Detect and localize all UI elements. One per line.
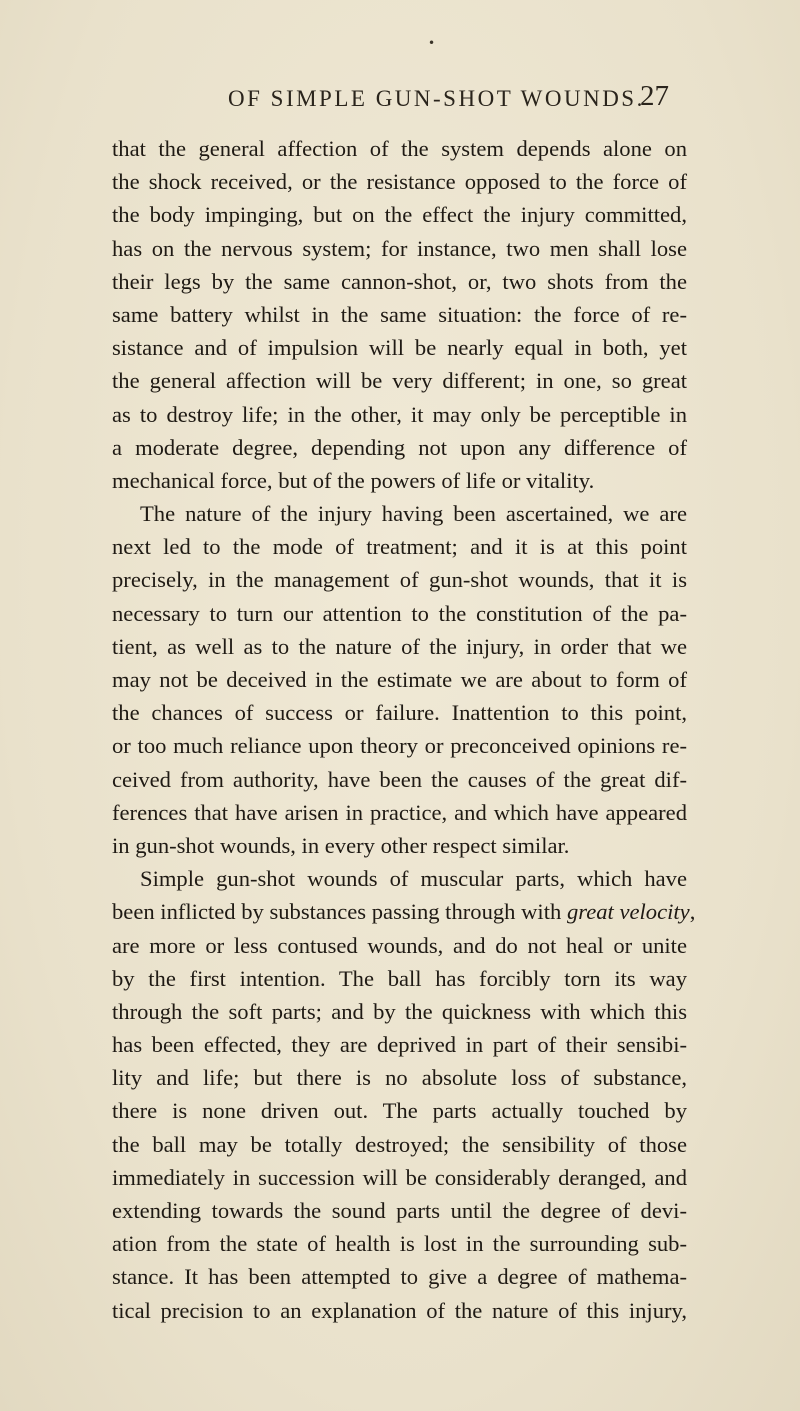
text-line: in gun-shot wounds, in every other respect similar. (112, 832, 570, 858)
text-line: their legs by the same cannon-shot, or, two shots from the (112, 268, 687, 294)
text-line: has on the nervous system; for instance, two men shall lose (112, 235, 687, 261)
text-segment: been inflicted by substances passing through with (112, 899, 567, 925)
text-line: same battery whilst in the same situation: the force of re- (112, 301, 687, 327)
text-line: next led to the mode of treatment; and it is at this point (112, 534, 687, 560)
text-line: stance. It has been attempted to give a degree of mathema- (112, 1264, 687, 1290)
text-line: ceived from authority, have been the causes of the great dif- (112, 766, 687, 792)
text-line: by the first intention. The ball has forcibly torn its way (112, 965, 687, 991)
text-line: Simple gun-shot wounds of muscular parts, which have (140, 866, 687, 892)
page-number: 27 (640, 80, 669, 112)
text-line: immediately in succession will be considerably deranged, and (112, 1164, 687, 1190)
text-line: through the soft parts; and by the quickness with which this (112, 998, 687, 1024)
text-line (112, 895, 696, 928)
text-line: or too much reliance upon theory or preconceived opinions re- (112, 733, 687, 759)
text-line: The nature of the injury having been ascertained, we are (140, 501, 687, 527)
text-line: there is none driven out. The parts actually touched by (112, 1098, 687, 1124)
text-line: the general affection will be very different; in one, so great (112, 368, 687, 394)
text-line: as to destroy life; in the other, it may only be perceptible in (112, 401, 687, 427)
text-line: lity and life; but there is no absolute loss of substance, (112, 1065, 687, 1091)
text-line: that the general affection of the system depends alone on (112, 136, 687, 161)
printer-mark: • (428, 36, 436, 50)
text-line: sistance and of impulsion will be nearly equal in both, yet (112, 335, 687, 361)
page-header (0, 80, 800, 120)
text-line: tient, as well as to the nature of the injury, in order that we (112, 633, 687, 659)
text-line: the ball may be totally destroyed; the sensibility of those (112, 1131, 687, 1157)
text-segment: , (689, 899, 696, 925)
text-line: precisely, in the management of gun-shot wounds, that it is (112, 567, 687, 593)
text-line: the shock received, or the resistance opposed to the force of (112, 169, 687, 195)
text-line: the body impinging, but on the effect the injury committed, (112, 202, 687, 228)
body-text (112, 132, 696, 1327)
text-line: has been effected, they are deprived in part of their sensibi- (112, 1032, 687, 1058)
running-head: OF SIMPLE GUN-SHOT WOUNDS. (228, 86, 645, 111)
text-line: ation from the state of health is lost in the surrounding sub- (112, 1231, 687, 1257)
italic-phrase: great velocity (566, 899, 690, 925)
text-line: a moderate degree, depending not upon any difference of (112, 434, 687, 460)
text-line: mechanical force, but of the powers of life or vitality. (112, 467, 595, 493)
text-line: the chances of success or failure. Inattention to this point, (112, 700, 687, 726)
text-line: are more or less contused wounds, and do not heal or unite (112, 932, 687, 958)
text-line: necessary to turn our attention to the constitution of the pa- (112, 600, 687, 626)
text-line: may not be deceived in the estimate we are about to form of (112, 667, 687, 692)
text-line: extending towards the sound parts until the degree of devi- (112, 1198, 687, 1223)
text-line: tical precision to an explanation of the nature of this injury, (112, 1297, 687, 1323)
text-line: ferences that have arisen in practice, and which have appeared (112, 799, 687, 825)
